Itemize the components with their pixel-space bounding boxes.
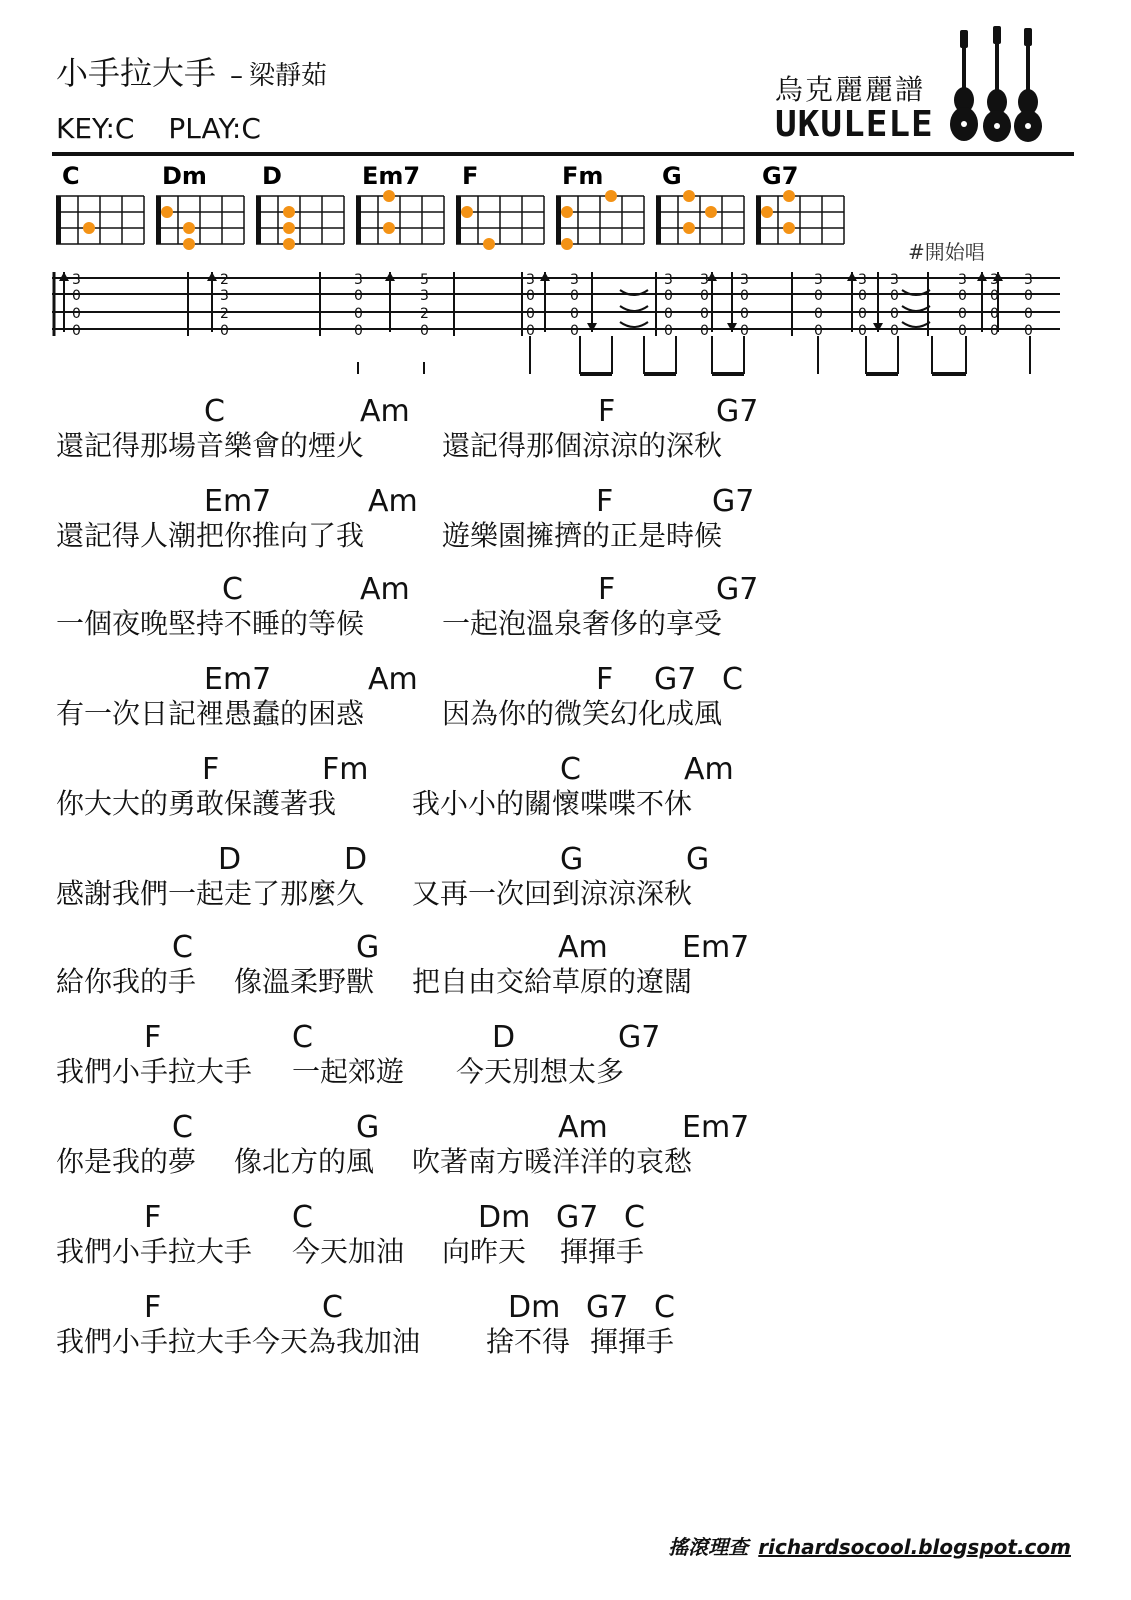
svg-text:0: 0 xyxy=(526,323,535,339)
svg-text:0: 0 xyxy=(220,323,229,339)
finger-dot xyxy=(483,238,495,250)
finger-dot xyxy=(705,206,717,218)
svg-text:0: 0 xyxy=(526,306,535,322)
song-title-line xyxy=(56,48,327,94)
svg-text:0: 0 xyxy=(958,306,967,322)
chord-label: C xyxy=(722,662,743,697)
lyric-line-11 xyxy=(56,1290,1056,1380)
svg-text:0: 0 xyxy=(72,306,81,322)
chord-label: C xyxy=(222,572,243,607)
svg-text:0: 0 xyxy=(890,306,899,322)
chord-diagram-fm xyxy=(556,162,644,250)
finger-dot xyxy=(761,206,773,218)
play-label: PLAY:C xyxy=(168,112,261,145)
chord-label: Am xyxy=(684,752,734,787)
lyric-line-10 xyxy=(56,1200,1056,1290)
svg-text:0: 0 xyxy=(72,323,81,339)
lyric-text: 給你我的手 xyxy=(56,965,197,998)
chord-label: G7 xyxy=(654,662,697,697)
chord-label: D xyxy=(492,1020,516,1055)
lyric-text: 像溫柔野獸 xyxy=(234,965,375,998)
svg-text:0: 0 xyxy=(1024,306,1033,322)
lyric-text: 揮揮手 xyxy=(590,1325,675,1358)
lyric-text: 因為你的微笑幻化成風 xyxy=(442,697,723,730)
svg-text:3: 3 xyxy=(570,272,579,288)
chord-label: C xyxy=(560,752,581,787)
chord-label: Am xyxy=(558,930,608,965)
finger-dot xyxy=(461,206,473,218)
lyric-line-5 xyxy=(56,752,1056,842)
chord-diagrams xyxy=(52,160,912,256)
lyric-text: 你是我的夢 xyxy=(56,1145,197,1178)
svg-text:3: 3 xyxy=(664,272,673,288)
chord-nut xyxy=(356,196,361,244)
finger-dot xyxy=(683,222,695,234)
chord-label: Am xyxy=(558,1110,608,1145)
chord-label: Am xyxy=(360,394,410,429)
lyric-line-1 xyxy=(56,394,1056,484)
finger-dot xyxy=(783,222,795,234)
lyric-text: 一起泡溫泉奢侈的享受 xyxy=(442,607,723,640)
chord-label: G7 xyxy=(716,394,759,429)
lyric-text: 我們小手拉大手今天為我加油 xyxy=(56,1325,421,1358)
finger-dot xyxy=(83,222,95,234)
finger-dot xyxy=(561,206,573,218)
header-rule xyxy=(52,152,1074,156)
chord-diagram-dm xyxy=(156,162,244,250)
key-line xyxy=(56,112,261,145)
chord-nut xyxy=(456,196,461,244)
svg-text:0: 0 xyxy=(858,323,867,339)
svg-text:0: 0 xyxy=(700,323,709,339)
lyric-text: 感謝我們一起走了那麼久 xyxy=(56,877,365,910)
chord-label: C xyxy=(624,1200,645,1235)
chord-label: G xyxy=(686,842,710,877)
lyric-text: 今天別想太多 xyxy=(456,1055,625,1088)
lyric-text: 把自由交給草原的遼闊 xyxy=(412,965,693,998)
svg-text:3: 3 xyxy=(740,272,749,288)
svg-text:0: 0 xyxy=(990,323,999,339)
svg-text:0: 0 xyxy=(890,323,899,339)
lyric-text: 有一次日記裡愚蠢的困惑 xyxy=(56,697,365,730)
author-name: 搖滾理查 xyxy=(668,1535,749,1559)
footer-credit xyxy=(668,1531,1071,1560)
lyric-text: 一起郊遊 xyxy=(292,1055,405,1088)
lyric-text: 向昨天 xyxy=(442,1235,527,1268)
chord-diagram-em7 xyxy=(356,162,444,244)
lyric-line-3 xyxy=(56,572,1056,662)
svg-text:0: 0 xyxy=(814,306,823,322)
chord-label: Em7 xyxy=(204,662,272,697)
svg-text:3: 3 xyxy=(700,272,709,288)
svg-text:3: 3 xyxy=(958,272,967,288)
chord-label: F xyxy=(596,484,614,519)
svg-text:0: 0 xyxy=(72,288,81,304)
chord-label: C xyxy=(292,1200,313,1235)
svg-text:0: 0 xyxy=(354,288,363,304)
svg-text:3: 3 xyxy=(72,272,81,288)
svg-text:0: 0 xyxy=(664,288,673,304)
three-ukuleles-icon xyxy=(948,26,1048,144)
svg-text:0: 0 xyxy=(570,323,579,339)
lyric-line-9 xyxy=(56,1110,1056,1200)
lyric-line-4 xyxy=(56,662,1056,752)
svg-text:2: 2 xyxy=(420,306,429,322)
finger-dot xyxy=(683,190,695,202)
chord-label: Dm xyxy=(478,1200,531,1235)
finger-dot xyxy=(783,190,795,202)
lyric-text: 捨不得 xyxy=(486,1325,571,1358)
lyric-line-2 xyxy=(56,484,1056,574)
chord-label: G xyxy=(356,1110,380,1145)
svg-text:0: 0 xyxy=(664,306,673,322)
svg-text:0: 0 xyxy=(740,306,749,322)
chord-diagram-name: Fm xyxy=(562,162,604,190)
svg-text:2: 2 xyxy=(220,306,229,322)
finger-dot xyxy=(161,206,173,218)
lyric-text: 又再一次回到涼涼深秋 xyxy=(412,877,693,910)
strum-pattern xyxy=(52,272,1062,382)
svg-text:0: 0 xyxy=(420,323,429,339)
svg-text:0: 0 xyxy=(740,323,749,339)
chord-diagram-name: Em7 xyxy=(362,162,421,190)
key-label: KEY:C xyxy=(56,112,135,145)
svg-text:3: 3 xyxy=(990,272,999,288)
svg-text:0: 0 xyxy=(814,288,823,304)
chord-label: C xyxy=(172,930,193,965)
lyric-text: 你大大的勇敢保護著我 xyxy=(56,787,337,820)
chord-diagram-name: G7 xyxy=(762,162,799,190)
svg-text:3: 3 xyxy=(858,272,867,288)
chord-label: Em7 xyxy=(682,930,750,965)
chord-label: D xyxy=(344,842,368,877)
svg-text:3: 3 xyxy=(814,272,823,288)
chord-label: Am xyxy=(368,662,418,697)
chord-diagram-f xyxy=(456,162,544,250)
lyric-text: 還記得那場音樂會的煙火 xyxy=(56,429,365,462)
svg-text:0: 0 xyxy=(354,306,363,322)
lyric-text: 像北方的風 xyxy=(234,1145,375,1178)
finger-dot xyxy=(183,222,195,234)
svg-text:0: 0 xyxy=(1024,323,1033,339)
svg-text:3: 3 xyxy=(526,272,535,288)
svg-text:2: 2 xyxy=(220,272,229,288)
lyric-text: 一個夜晚堅持不睡的等候 xyxy=(56,607,365,640)
chord-label: F xyxy=(598,394,616,429)
svg-text:0: 0 xyxy=(814,323,823,339)
svg-text:3: 3 xyxy=(354,272,363,288)
finger-dot xyxy=(561,238,573,250)
chord-label: Fm xyxy=(322,752,369,787)
chord-label: G7 xyxy=(556,1200,599,1235)
chord-label: C xyxy=(204,394,225,429)
svg-text:0: 0 xyxy=(570,288,579,304)
lyric-text: 揮揮手 xyxy=(560,1235,645,1268)
svg-text:3: 3 xyxy=(420,288,429,304)
svg-text:0: 0 xyxy=(890,288,899,304)
brand-chinese: 烏克麗麗譜 xyxy=(775,73,926,106)
svg-text:3: 3 xyxy=(890,272,899,288)
svg-text:0: 0 xyxy=(570,306,579,322)
chord-diagram-c xyxy=(56,162,144,244)
chord-label: Am xyxy=(360,572,410,607)
chord-label: G7 xyxy=(618,1020,661,1055)
chord-label: G xyxy=(356,930,380,965)
svg-text:0: 0 xyxy=(858,288,867,304)
lyric-text: 我小小的關懷喋喋不休 xyxy=(412,787,693,820)
svg-text:3: 3 xyxy=(1024,272,1033,288)
lyric-text: 遊樂園擁擠的正是時候 xyxy=(442,519,723,552)
chord-label: F xyxy=(144,1020,162,1055)
chord-label: F xyxy=(596,662,614,697)
svg-text:0: 0 xyxy=(1024,288,1033,304)
chord-label: Dm xyxy=(508,1290,561,1325)
lyric-line-7 xyxy=(56,930,1056,1020)
finger-dot xyxy=(183,238,195,250)
finger-dot xyxy=(383,190,395,202)
blog-link[interactable]: richardsocool.blogspot.com xyxy=(758,1535,1071,1559)
lyric-text: 還記得那個涼涼的深秋 xyxy=(442,429,723,462)
chord-label: G7 xyxy=(712,484,755,519)
song-title: 小手拉大手 xyxy=(56,54,217,92)
chord-label: Em7 xyxy=(682,1110,750,1145)
finger-dot xyxy=(383,222,395,234)
start-singing-note: #開始唱 xyxy=(908,240,985,264)
chord-label: F xyxy=(598,572,616,607)
chord-label: F xyxy=(202,752,220,787)
chord-diagram-name: G xyxy=(662,162,682,190)
svg-text:0: 0 xyxy=(700,288,709,304)
chord-diagram-g xyxy=(656,162,744,244)
svg-text:0: 0 xyxy=(700,306,709,322)
chord-diagram-name: D xyxy=(262,162,282,190)
chord-label: C xyxy=(292,1020,313,1055)
chord-label: G7 xyxy=(586,1290,629,1325)
chord-label: C xyxy=(654,1290,675,1325)
chord-nut xyxy=(556,196,561,244)
chord-label: Am xyxy=(368,484,418,519)
svg-text:5: 5 xyxy=(420,272,429,288)
chord-label: C xyxy=(172,1110,193,1145)
lyric-text: 今天加油 xyxy=(292,1235,405,1268)
chord-diagram-g7 xyxy=(756,162,844,244)
chord-nut xyxy=(56,196,61,244)
svg-text:0: 0 xyxy=(664,323,673,339)
chord-label: D xyxy=(218,842,242,877)
svg-text:0: 0 xyxy=(958,288,967,304)
svg-text:0: 0 xyxy=(858,306,867,322)
finger-dot xyxy=(283,206,295,218)
lyric-text: 吹著南方暖洋洋的哀愁 xyxy=(412,1145,693,1178)
chord-nut xyxy=(156,196,161,244)
finger-dot xyxy=(605,190,617,202)
finger-dot xyxy=(283,222,295,234)
svg-text:3: 3 xyxy=(220,288,229,304)
chord-diagram-name: C xyxy=(62,162,80,190)
chord-label: C xyxy=(322,1290,343,1325)
title-dash: – xyxy=(230,61,244,91)
chord-diagram-name: Dm xyxy=(162,162,207,190)
chord-nut xyxy=(756,196,761,244)
svg-text:0: 0 xyxy=(990,288,999,304)
brand-english: UKULELE xyxy=(775,104,934,145)
chord-diagram-name: F xyxy=(462,162,479,190)
svg-text:0: 0 xyxy=(958,323,967,339)
lyric-text: 我們小手拉大手 xyxy=(56,1235,253,1268)
lyric-text: 還記得人潮把你推向了我 xyxy=(56,519,365,552)
svg-text:0: 0 xyxy=(740,288,749,304)
chord-nut xyxy=(656,196,661,244)
lyric-line-6 xyxy=(56,842,1056,932)
chord-label: F xyxy=(144,1200,162,1235)
artist-name: 梁靜茹 xyxy=(249,61,328,91)
chord-label: F xyxy=(144,1290,162,1325)
chord-diagram-d xyxy=(256,162,344,250)
svg-text:0: 0 xyxy=(354,323,363,339)
svg-text:0: 0 xyxy=(526,288,535,304)
chord-label: G7 xyxy=(716,572,759,607)
finger-dot xyxy=(283,238,295,250)
chord-label: Em7 xyxy=(204,484,272,519)
svg-text:0: 0 xyxy=(990,306,999,322)
chord-label: G xyxy=(560,842,584,877)
lyric-line-8 xyxy=(56,1020,1056,1110)
chord-nut xyxy=(256,196,261,244)
lyric-text: 我們小手拉大手 xyxy=(56,1055,253,1088)
